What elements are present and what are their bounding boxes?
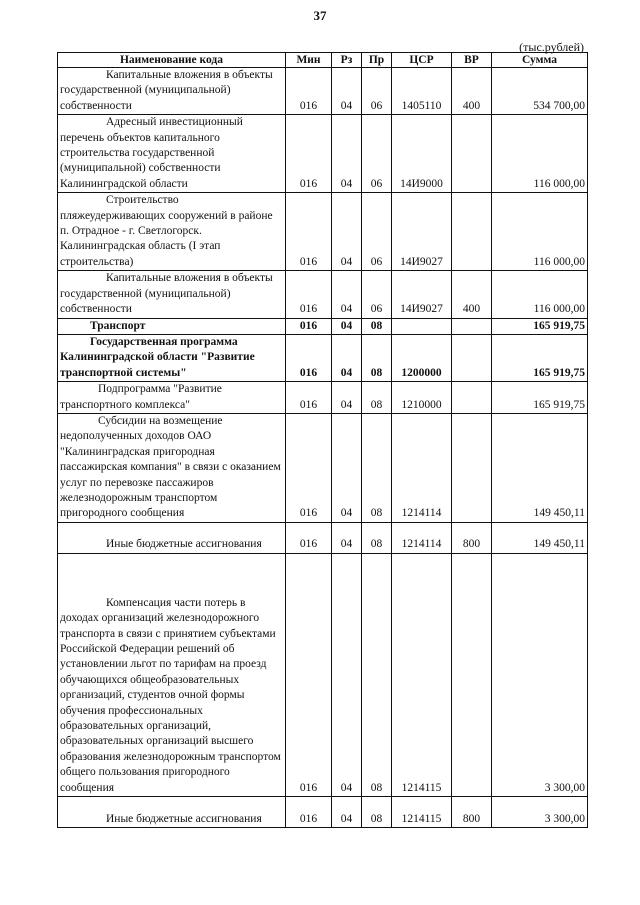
row-sum: 165 919,75 — [492, 382, 588, 414]
row-csr — [392, 318, 452, 334]
row-sum: 165 919,75 — [492, 334, 588, 381]
row-vr — [452, 553, 492, 796]
row-vr: 800 — [452, 522, 492, 553]
row-rz: 04 — [332, 553, 362, 796]
row-name: Иные бюджетные ассигнования — [106, 538, 262, 551]
table-row — [58, 413, 588, 522]
row-name: Строительство пляжеудерживающих сооружений в районе п. Отрадное - г. Светлогорск. Калининградская область (I этап строительства) — [60, 194, 273, 268]
row-rz: 04 — [332, 382, 362, 414]
row-name: Субсидии на возмещение недополученных доходов ОАО "Калининградская пригородная пассажирская компания" в связи с оказанием услуг по перевозке пассажиров железнодорожным транспортом пригородного сообщения — [60, 414, 281, 520]
row-vr — [452, 318, 492, 334]
table-row — [58, 553, 588, 796]
row-sum: 116 000,00 — [492, 271, 588, 318]
header-sum: Сумма — [492, 53, 588, 68]
row-pr: 06 — [362, 68, 392, 115]
row-pr: 08 — [362, 553, 392, 796]
row-pr: 06 — [362, 271, 392, 318]
row-csr: 1405110 — [392, 68, 452, 115]
row-min: 016 — [286, 382, 332, 414]
row-vr — [452, 193, 492, 271]
budget-table — [57, 52, 588, 828]
header-pr: Пр — [362, 53, 392, 68]
row-sum: 116 000,00 — [492, 193, 588, 271]
row-min: 016 — [286, 68, 332, 115]
row-min: 016 — [286, 553, 332, 796]
row-csr: 14И9000 — [392, 115, 452, 193]
row-min: 016 — [286, 271, 332, 318]
row-csr: 14И9027 — [392, 193, 452, 271]
row-rz: 04 — [332, 271, 362, 318]
row-sum: 3 300,00 — [492, 553, 588, 796]
row-name: Иные бюджетные ассигнования — [106, 812, 262, 825]
row-vr — [452, 334, 492, 381]
row-sum: 116 000,00 — [492, 115, 588, 193]
row-name: Государственная программа Калининградской области "Развитие транспортной системы" — [60, 335, 255, 379]
row-sum: 165 919,75 — [492, 318, 588, 334]
row-csr: 1200000 — [392, 334, 452, 381]
row-name: Капитальные вложения в объекты государственной (муниципальной) собственности — [60, 69, 273, 112]
row-rz: 04 — [332, 334, 362, 381]
header-vr: ВР — [452, 53, 492, 68]
header-rz: Рз — [332, 53, 362, 68]
row-rz: 04 — [332, 797, 362, 828]
row-sum: 149 450,11 — [492, 522, 588, 553]
header-min: Мин — [286, 53, 332, 68]
row-name: Подпрограмма "Развитие транспортного комплекса" — [60, 383, 222, 411]
row-pr: 08 — [362, 522, 392, 553]
row-sum: 534 700,00 — [492, 68, 588, 115]
row-vr: 800 — [452, 797, 492, 828]
header-csr: ЦСР — [392, 53, 452, 68]
row-pr: 08 — [362, 318, 392, 334]
table-header-row — [58, 53, 588, 68]
table-row — [58, 382, 588, 414]
table-row — [58, 193, 588, 271]
row-csr: 1214115 — [392, 553, 452, 796]
table-row — [58, 271, 588, 318]
row-rz: 04 — [332, 413, 362, 522]
table-row — [58, 797, 588, 828]
row-csr: 14И9027 — [392, 271, 452, 318]
table-row — [58, 334, 588, 381]
row-vr — [452, 413, 492, 522]
row-vr: 400 — [452, 271, 492, 318]
row-pr: 08 — [362, 797, 392, 828]
table-row — [58, 68, 588, 115]
row-rz: 04 — [332, 115, 362, 193]
row-pr: 06 — [362, 193, 392, 271]
row-vr — [452, 382, 492, 414]
row-rz: 04 — [332, 193, 362, 271]
page-number: 37 — [313, 8, 327, 23]
row-min: 016 — [286, 115, 332, 193]
table-row-section-transport — [58, 318, 588, 334]
row-vr: 400 — [452, 68, 492, 115]
row-pr: 08 — [362, 334, 392, 381]
units-label: (тыс.рублей) — [519, 40, 584, 54]
table-row — [58, 115, 588, 193]
row-min: 016 — [286, 334, 332, 381]
row-name: Компенсация части потерь в доходах организаций железнодорожного транспорта в связи с принятием субъектами Российской Федерации решений об установлении льгот по тарифам на проезд обучающихся общеобразовательных организаций, студентов очной формы обучения профессиональных образовательных организаций, образовательных организаций высшего образования железнодорожным транспортом общего пользования пригородного сообщения — [60, 596, 281, 794]
header-name: Наименование кода — [58, 53, 286, 68]
row-rz: 04 — [332, 522, 362, 553]
row-min: 016 — [286, 797, 332, 828]
row-sum: 149 450,11 — [492, 413, 588, 522]
row-rz: 04 — [332, 68, 362, 115]
row-csr: 1210000 — [392, 382, 452, 414]
row-name: Адресный инвестиционный перечень объектов капитального строительства государственной (муниципальной) собственности Калининградской области — [60, 116, 243, 190]
row-pr: 06 — [362, 115, 392, 193]
table-row — [58, 522, 588, 553]
row-name: Транспорт — [90, 319, 146, 332]
row-csr: 1214115 — [392, 797, 452, 828]
row-rz: 04 — [332, 318, 362, 334]
row-csr: 1214114 — [392, 413, 452, 522]
row-csr: 1214114 — [392, 522, 452, 553]
row-sum: 3 300,00 — [492, 797, 588, 828]
row-min: 016 — [286, 413, 332, 522]
row-vr — [452, 115, 492, 193]
row-min: 016 — [286, 318, 332, 334]
row-min: 016 — [286, 522, 332, 553]
row-min: 016 — [286, 193, 332, 271]
row-pr: 08 — [362, 413, 392, 522]
row-pr: 08 — [362, 382, 392, 414]
row-name: Капитальные вложения в объекты государственной (муниципальной) собственности — [60, 272, 273, 316]
